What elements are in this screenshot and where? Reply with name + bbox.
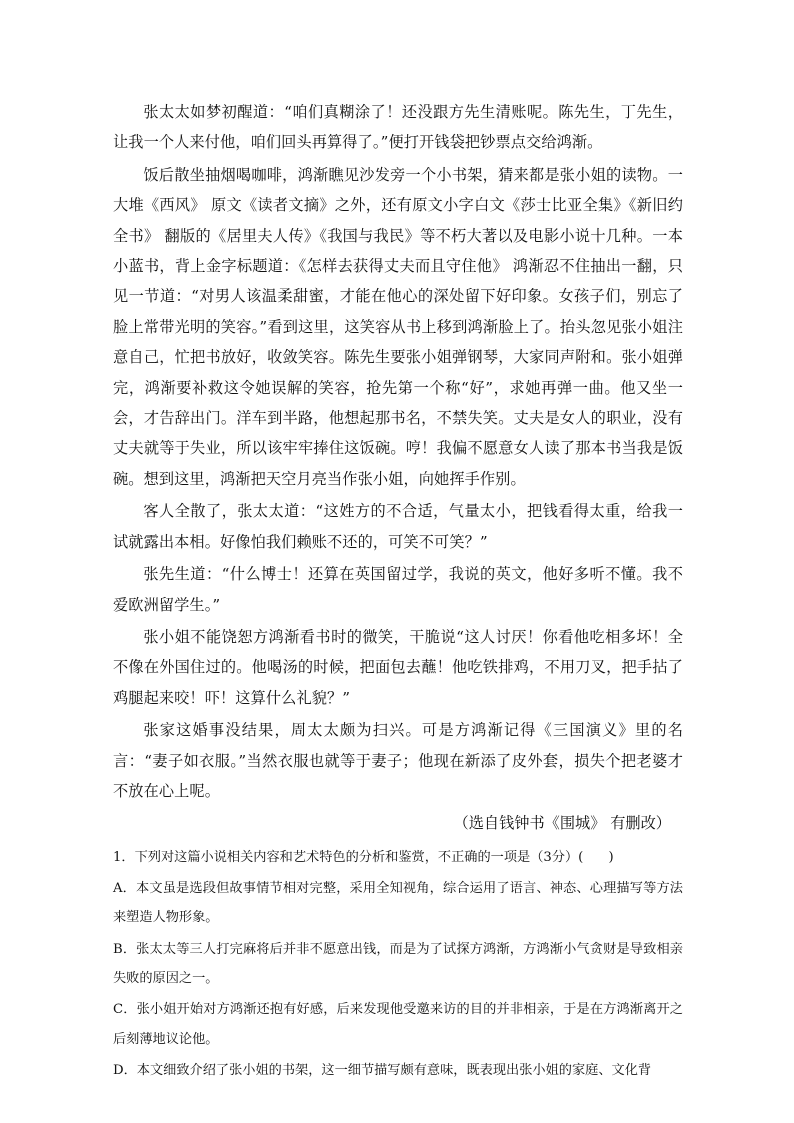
option-d: D．本文细致介绍了张小姐的书架，这一细节描写颇有意味，既表现出张小姐的家庭、文化背	[113, 1062, 652, 1078]
paragraph-1: 张太太如梦初醒道：“咱们真糊涂了！还没跟方先生清账呢。陈先生，丁先生，让我一个人来付他，咱们回头再算得了。”便打开钱袋把钞票点交给鸿渐。	[113, 103, 683, 152]
question-stem: 1．下列对这篇小说相关内容和艺术特色的分析和鉴赏，不正确的一项是（3分）( )	[113, 849, 614, 865]
source-citation: （选自钱钟书《围城》 有删改）	[453, 814, 671, 833]
paragraph-5: 张小姐不能饶恕方鸿渐看书时的微笑，干脆说“这人讨厌！你看他吃相多坏！全不像在外国住过的。他喝汤的时候，把面包去蘸！他吃铁排鸡，不用刀叉，把手拈了鸡腿起来咬！吓！这算什么礼貌？”	[113, 627, 683, 707]
paragraph-6: 张家这婚事没结果，周太太颇为扫兴。可是方鸿渐记得《三国演义》里的名言：“妻子如衣服。”当然衣服也就等于妻子；他现在新添了皮外套，损失个把老婆才不放在心上呢。	[113, 721, 683, 800]
paragraph-3: 客人全散了，张太太道：“这姓方的不合适，气量太小，把钱看得太重，给我一试就露出本相。好像怕我们赖账不还的，可笑不可笑？”	[113, 502, 683, 551]
option-b: B．张太太等三人打完麻将后并非不愿意出钱，而是为了试探方鸿渐，方鸿渐小气贪财是导致相亲失败的原因之一。	[113, 941, 683, 986]
paragraph-2: 饭后散坐抽烟喝咖啡，鸿渐瞧见沙发旁一个小书架，猜来都是张小姐的读物。一大堆《西风》 原文《读者文摘》之外，还有原文小字白文《莎士比亚全集》《新旧约全书》 翻版的《居里夫人传》《我国与我民》等不朽大著以及电影小说十几种。一本小蓝书，背上金字标题道：《怎样去获得丈夫而且守住他》 鸿渐忍不住抽出一翻，只见一节道：“对男人该温柔甜蜜，才能在他心的深处留下好印象。女孩子们，别忘了脸上常带光明的笑容。”看到这里，这笑容从书上移到鸿渐脸上了。抬头忽见张小姐注意自己，忙把书放好，收敛笑容。陈先生要张小姐弹钢琴，大家同声附和。张小姐弹完，鸿渐要补救这令她误解的笑容，抢先第一个称“好”，求她再弹一曲。他又坐一会，才告辞出门。洋车到半路，他想起那书名，不禁失笑。丈夫是女人的职业，没有丈夫就等于失业，所以该牢牢捧住这饭碗。哼！我偏不愿意女人读了那本书当我是饭碗。想到这里，鸿渐把天空月亮当作张小姐，向她挥手作别。	[113, 165, 683, 488]
option-c: C．张小姐开始对方鸿渐还抱有好感，后来发现他受邀来访的目的并非相亲，于是在方鸿渐离开之后刻薄地议论他。	[113, 1002, 683, 1047]
paragraph-4: 张先生道：“什么博士！还算在英国留过学，我说的英文，他好多听不懂。我不爱欧洲留学生。”	[113, 565, 683, 614]
option-a: A．本文虽是选段但故事情节相对完整，采用全知视角，综合运用了语言、神态、心理描写等方法来塑造人物形象。	[113, 881, 683, 926]
document-content	[113, 97, 683, 1087]
